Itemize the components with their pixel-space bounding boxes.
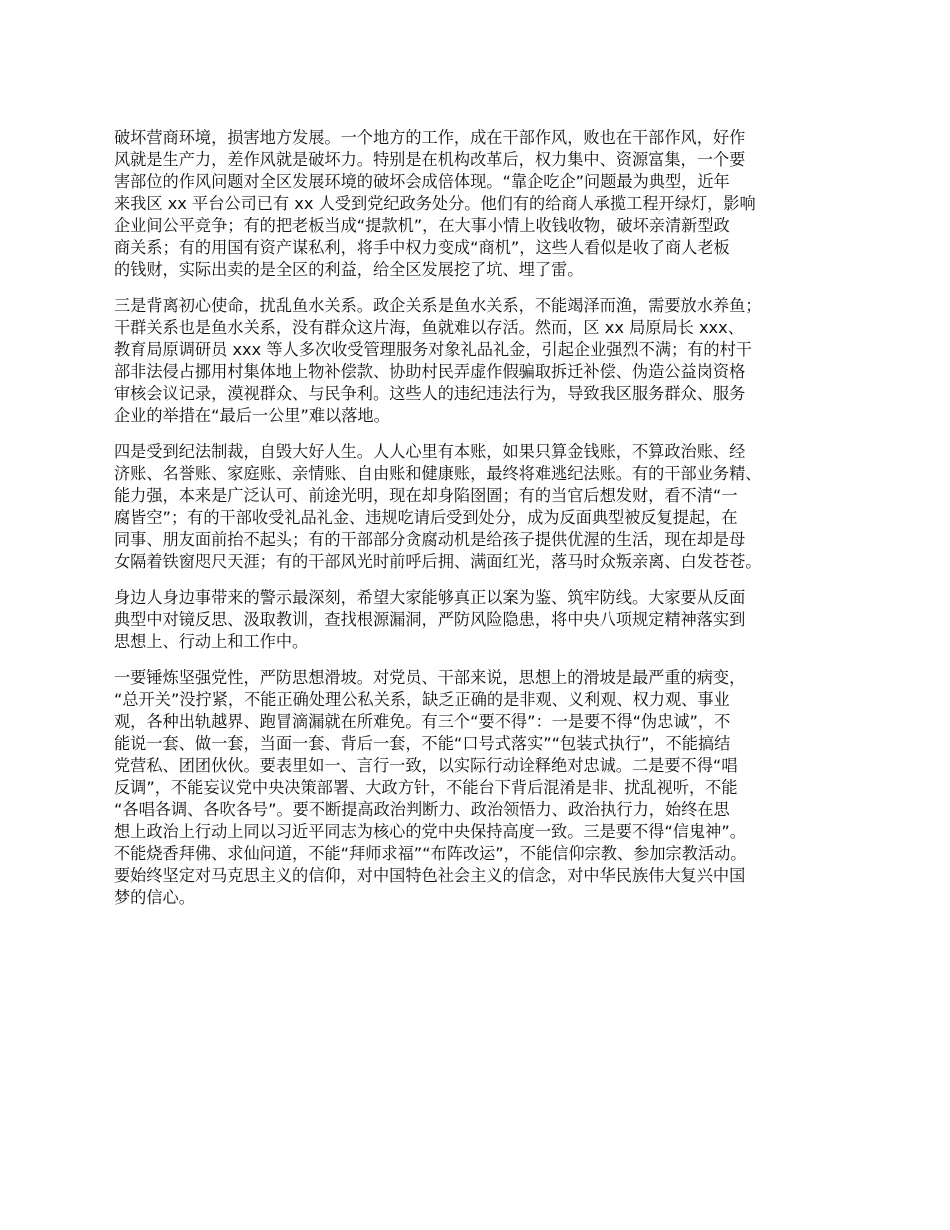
text-line: 来我区 xx 平台公司已有 xx 人受到党纪政务处分。他们有的给商人承揽工程开绿灯，影响 <box>114 194 756 213</box>
text-line: 观，各种出轨越界、跑冒滴漏就在所难免。有三个“要不得”：一是要不得“伪忠诚”，不 <box>114 712 731 731</box>
text-line: 企业间公平竞争；有的把老板当成“提款机”，在大事小情上收钱收物，破坏亲清新型政 <box>114 216 730 235</box>
text-line: “总开关”没拧紧，不能正确处理公私关系，缺乏正确的是非观、义利观、权力观、事业 <box>114 690 730 709</box>
text-line: 腐皆空”；有的干部收受礼品礼金、违规吃请后受到处分，成为反面典型被反复提起，在 <box>114 508 738 527</box>
text-line: 害部位的作风问题对全区发展环境的破坏会成倍体现。“靠企吃企”问题最为典型，近年 <box>114 172 730 191</box>
text-line: 部非法侵占挪用村集体地上物补偿款、协助村民弄虚作假骗取拆迁补偿、伪造公益岗资格 <box>114 362 746 381</box>
paragraph-point-four <box>114 441 859 573</box>
text-line: 教育局原调研员 xxx 等人多次收受管理服务对象礼品礼金，引起企业强烈不满；有的村干 <box>114 340 752 359</box>
paragraph-point-three <box>114 295 859 427</box>
text-line: 企业的举措在“最后一公里”难以落地。 <box>114 406 390 425</box>
text-line: 身边人身边事带来的警示最深刻，希望大家能够真正以案为鉴、筑牢防线。大家要从反面 <box>114 588 746 607</box>
text-line: 的钱财，实际出卖的是全区的利益，给全区发展挖了坑、埋了雷。 <box>114 260 584 279</box>
text-line: 风就是生产力，差作风就是破坏力。特别是在机构改革后，权力集中、资源富集，一个要 <box>114 150 746 169</box>
text-line: 梦的信心。 <box>114 888 195 907</box>
text-line: 女隔着铁窗咫尺天涯；有的干部风光时前呼后拥、满面红光，落马时众叛亲离、白发苍苍。 <box>114 552 762 571</box>
text-line: 破坏营商环境，损害地方发展。一个地方的工作，成在干部作风，败也在干部作风，好作 <box>114 128 746 147</box>
text-line: 能力强，本来是广泛认可、前途光明，现在却身陷囹圄；有的当官后想发财，看不清“一 <box>114 486 738 505</box>
document-body <box>114 127 859 923</box>
text-line: 四是受到纪法制裁，自毁大好人生。人人心里有本账，如果只算金钱账，不算政治账、经 <box>114 442 746 461</box>
paragraph-warning <box>114 587 859 653</box>
text-line: 商关系；有的用国有资产谋私利，将手中权力变成“商机”，这些人看似是收了商人老板 <box>114 238 730 257</box>
text-line: 干群关系也是鱼水关系，没有群众这片海，鱼就难以存活。然而，区 xx 局原局长 xxx、 <box>114 318 744 337</box>
text-line: 审核会议记录，漠视群众、与民争利。这些人的违纪违法行为，导致我区服务群众、服务 <box>114 384 746 403</box>
text-line: 三是背离初心使命，扰乱鱼水关系。政企关系是鱼水关系，不能竭泽而渔，需要放水养鱼； <box>114 296 762 315</box>
text-line: 能说一套、做一套，当面一套、背后一套，不能“口号式落实”“包装式执行”，不能搞结 <box>114 734 731 753</box>
text-line: 思想上、行动上和工作中。 <box>114 632 309 651</box>
text-line: 一要锤炼坚强党性，严防思想滑坡。对党员、干部来说，思想上的滑坡是最严重的病变， <box>114 668 746 687</box>
text-line: 要始终坚定对马克思主义的信仰，对中国特色社会主义的信念，对中华民族伟大复兴中国 <box>114 866 746 885</box>
text-line: 反调”，不能妄议党中央决策部署、大政方针，不能台下背后混淆是非、扰乱视听，不能 <box>114 778 738 797</box>
paragraph-business-environment <box>114 127 859 281</box>
text-line: “各唱各调、各吹各号”。要不断提高政治判断力、政治领悟力、政治执行力，始终在思 <box>114 800 730 819</box>
text-line: 想上政治上行动上同以习近平同志为核心的党中央保持高度一致。三是要不得“信鬼神”。 <box>114 822 746 841</box>
text-line: 不能烧香拜佛、求仙问道，不能“拜师求福”“布阵改运”，不能信仰宗教、参加宗教活动。 <box>114 844 747 863</box>
paragraph-requirement-one <box>114 667 859 909</box>
text-line: 同事、朋友面前抬不起头；有的干部部分贪腐动机是给孩子提供优渥的生活，现在却是母 <box>114 530 746 549</box>
text-line: 济账、名誉账、家庭账、亲情账、自由账和健康账，最终将难逃纪法账。有的干部业务精、 <box>114 464 762 483</box>
text-line: 党营私、团团伙伙。要表里如一、言行一致，以实际行动诠释绝对忠诚。二是要不得“唱 <box>114 756 738 775</box>
text-line: 典型中对镜反思、汲取教训，查找根源漏洞，严防风险隐患，将中央八项规定精神落实到 <box>114 610 746 629</box>
